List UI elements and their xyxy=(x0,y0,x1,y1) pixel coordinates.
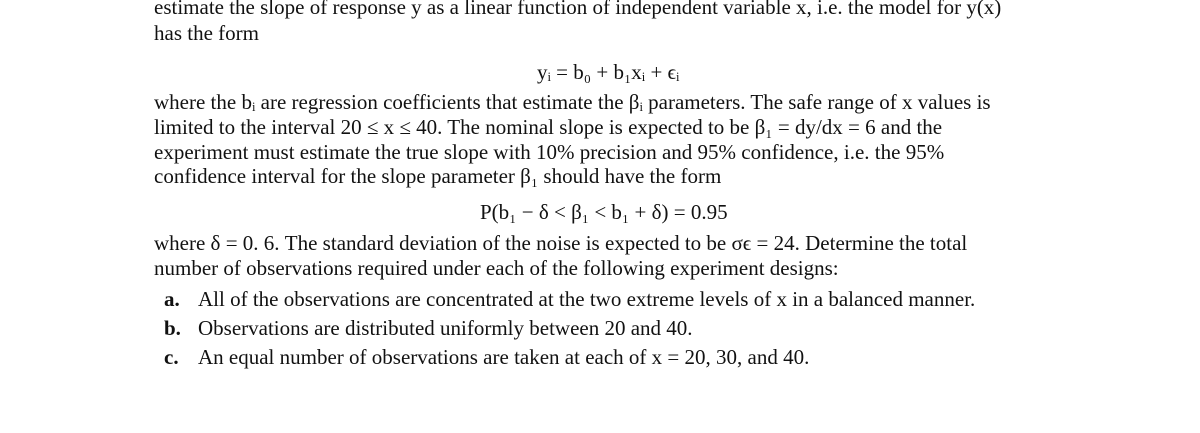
list-marker: a. xyxy=(164,287,180,311)
para1-line-1: where the bᵢ are regression coefficients that estimate the βᵢ parameters. The safe range of x values is xyxy=(154,90,991,114)
list-item-a xyxy=(164,287,975,311)
para2-line-1: where δ = 0. 6. The standard deviation of the noise is expected to be σϵ = 24. Determine the total xyxy=(154,231,968,255)
list-marker: c. xyxy=(164,345,179,369)
model-equation: yᵢ = b₀ + b₁xᵢ + ϵᵢ xyxy=(537,60,680,84)
list-marker: b. xyxy=(164,316,181,340)
para1-line-2: limited to the interval 20 ≤ x ≤ 40. The nominal slope is expected to be β₁ = dy/dx = 6 and the xyxy=(154,115,943,139)
list-item-c xyxy=(164,345,809,369)
list-item-b xyxy=(164,316,693,340)
para2-line-2: number of observations required under each of the following experiment designs: xyxy=(154,256,839,280)
intro-line-1: estimate the slope of response y as a linear function of independent variable x, i.e. the model for y(x) xyxy=(154,0,1002,19)
confidence-interval-equation: P(b₁ − δ < β₁ < b₁ + δ) = 0.95 xyxy=(480,200,728,224)
list-item-text: All of the observations are concentrated at the two extreme levels of x in a balanced manner. xyxy=(198,287,976,311)
intro-line-2: has the form xyxy=(154,21,259,45)
list-item-text: Observations are distributed uniformly between 20 and 40. xyxy=(198,316,693,340)
para1-line-4: confidence interval for the slope parameter β₁ should have the form xyxy=(154,164,722,188)
para1-line-3: experiment must estimate the true slope with 10% precision and 95% confidence, i.e. the 95% xyxy=(154,140,945,164)
list-item-text: An equal number of observations are taken at each of x = 20, 30, and 40. xyxy=(198,345,810,369)
